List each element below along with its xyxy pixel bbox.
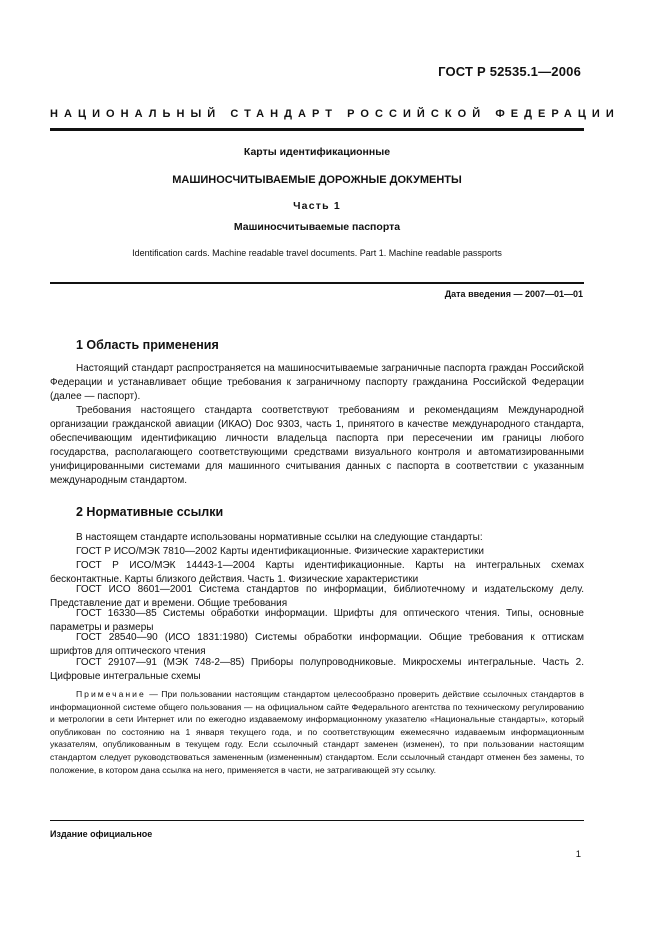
- edition-label: Издание официальное: [50, 829, 153, 839]
- reference-item: ГОСТ Р ИСО/МЭК 7810—2002 Карты идентификационные. Физические характеристики: [76, 546, 484, 557]
- page-number: 1: [575, 849, 581, 860]
- title-rule: [50, 282, 584, 284]
- section-2-heading: 2 Нормативные ссылки: [76, 505, 224, 519]
- note-label: Примечание: [76, 689, 146, 699]
- reference-item: ГОСТ 29107—91 (МЭК 748-2—85) Приборы полупроводниковые. Микросхемы интегральные. Часть 2. Цифровые интегральные схемы: [50, 657, 584, 682]
- reference-item: В настоящем стандарте использованы нормативные ссылки на следующие стандарты:: [76, 532, 483, 543]
- introduction-date: Дата введения — 2007—01—01: [444, 289, 583, 299]
- section-1-paragraph: Требования настоящего стандарта соответствуют требованиям и рекомендациям Международной организации гражданской авиации (ИКАО) Doc 9303, часть 1, принятого в качестве международного стандарта, обеспечивающим идентификацию личности владельца паспорта при пересечении им границы любого государства, располагающего соответствующими средствами визуального контроля и автоматизированными унифицированными системами для машинного считывания данных с паспорта в соответствии с указанным международным стандартом.: [50, 405, 584, 486]
- reference-item: ГОСТ Р ИСО/МЭК 14443-1—2004 Карты идентификационные. Карты на интегральных схемах бесконтактные. Карты близкого действия. Часть 1. Физические характеристики: [50, 560, 584, 585]
- title-subtitle: Машиносчитываемые паспорта: [233, 221, 401, 233]
- header-rule: [50, 128, 584, 131]
- reference-item: ГОСТ 28540—90 (ИСО 1831:1980) Системы обработки информации. Общие требования к оттискам шрифтов для оптического чтения: [50, 632, 584, 657]
- note-text: — При пользовании настоящим стандартом целесообразно проверить действие ссылочных стандартов в информационной системе общего пользования — на официальном сайте Федерального агентства по техническому регулированию и метрологии в сети Интернет или по ежегодно издаваемому информационному указателю «Национальные стандарты», который опубликован по состоянию на 1 января текущего года, и по соответствующим ежемесячно издаваемым информационным указателям, опубликованным в текущем году. Если ссылочный стандарт заменен (изменен), то при пользовании настоящим стандартом следует руководствоваться замененным (измененным) стандартом. Если ссылочный стандарт отменен без замены, то положение, в котором дана ссылка на него, применяется в части, не затрагивающей эту ссылку.: [50, 689, 584, 775]
- title-english: Identification cards. Machine readable travel documents. Part 1. Machine readable passports: [132, 248, 502, 258]
- reference-item: ГОСТ ИСО 8601—2001 Система стандартов по информации, библиотечному и издательскому делу. Представление дат и времени. Общие требования: [50, 584, 584, 609]
- section-1-paragraph: Настоящий стандарт распространяется на машиносчитываемые заграничные паспорта граждан Российской Федерации и устанавливает общие требования к заграничному паспорту гражданина Российской Федерации (далее — паспорт).: [50, 363, 584, 402]
- section-1-heading: 1 Область применения: [76, 338, 219, 352]
- title-line-1: Карты идентификационные: [243, 146, 391, 158]
- footer-rule: [50, 820, 584, 821]
- title-main: МАШИНОСЧИТЫВАЕМЫЕ ДОРОЖНЫЕ ДОКУМЕНТЫ: [172, 174, 462, 186]
- title-part: Часть 1: [293, 200, 341, 212]
- standard-banner: НАЦИОНАЛЬНЫЙ СТАНДАРТ РОССИЙСКОЙ ФЕДЕРАЦИИ: [50, 108, 620, 120]
- reference-item: ГОСТ 16330—85 Системы обработки информации. Шрифты для оптического чтения. Типы, основные параметры и размеры: [50, 608, 584, 633]
- note-paragraph: [50, 688, 584, 776]
- document-code: ГОСТ Р 52535.1—2006: [438, 64, 581, 79]
